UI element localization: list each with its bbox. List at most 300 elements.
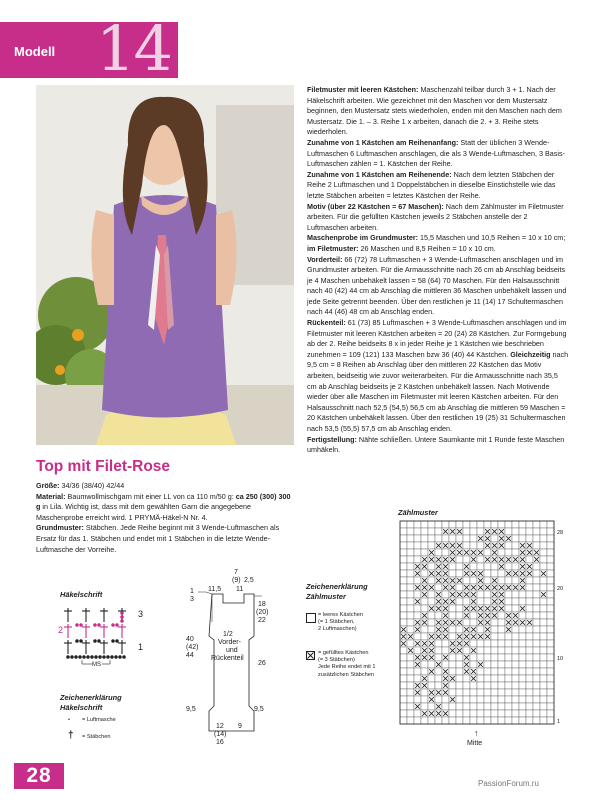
grid-cell xyxy=(519,598,526,605)
grid-cell xyxy=(407,591,414,598)
grid-cell xyxy=(400,619,407,626)
grid-cell xyxy=(505,710,512,717)
grid-cell xyxy=(421,689,428,696)
grid-cell xyxy=(435,717,442,724)
grid-cell xyxy=(442,696,449,703)
grid-cell xyxy=(435,535,442,542)
grid-cell xyxy=(463,689,470,696)
grid-cell xyxy=(435,640,442,647)
grid-cell xyxy=(414,612,421,619)
legend-staebchen xyxy=(68,732,110,741)
grid-cell xyxy=(477,682,484,689)
dagger-icon: † xyxy=(68,730,74,741)
grid-cell xyxy=(421,668,428,675)
grid-cell xyxy=(484,689,491,696)
grid-cell xyxy=(470,542,477,549)
grid-cell xyxy=(477,598,484,605)
row-label-1: 1 xyxy=(138,642,144,652)
grid-cell xyxy=(463,542,470,549)
grid-cell xyxy=(414,717,421,724)
grid-cell xyxy=(400,675,407,682)
grid-cell xyxy=(470,563,477,570)
grid-cell xyxy=(407,521,414,528)
grid-cell xyxy=(400,577,407,584)
left-1: 1 xyxy=(190,588,194,595)
grid-cell xyxy=(400,563,407,570)
grid-cell xyxy=(449,626,456,633)
grid-cell xyxy=(526,696,533,703)
row-label-3: 3 xyxy=(138,609,144,619)
grid-cell xyxy=(477,591,484,598)
grid-cell xyxy=(407,682,414,689)
grid-cell xyxy=(421,549,428,556)
maschenprobe-label-2: im Filetmuster: xyxy=(307,243,359,253)
grid-cell xyxy=(547,577,554,584)
grid-cell xyxy=(400,535,407,542)
legend-empty-1: = leeres Kästchen xyxy=(318,612,363,618)
grid-cell xyxy=(400,598,407,605)
grid-cell xyxy=(428,598,435,605)
grid-cell xyxy=(484,591,491,598)
grid-cell xyxy=(456,654,463,661)
grid-cell xyxy=(491,633,498,640)
grid-cell xyxy=(512,710,519,717)
grid-cell xyxy=(505,696,512,703)
grid-cell xyxy=(498,633,505,640)
grid-cell xyxy=(428,717,435,724)
grid-cell xyxy=(498,647,505,654)
grid-cell xyxy=(456,570,463,577)
grid-cell xyxy=(498,717,505,724)
grid-cell xyxy=(512,703,519,710)
grid-cell xyxy=(421,696,428,703)
rueckenteil-label: Rückenteil: xyxy=(307,318,346,328)
grid-cell xyxy=(407,703,414,710)
grid-cell xyxy=(498,626,505,633)
grid-cell xyxy=(498,612,505,619)
grid-cell xyxy=(540,605,547,612)
grid-cell xyxy=(498,696,505,703)
filet-text: Maschenzahl teilbar durch 3 + 1. Nach der Häkelschrift arbeiten. Wie gezeichnet mit den Maschen vor dem Mustersatz beginnen, den Mustersatz stets wiederholen, enden mit den Maschen nach dem Mustersatz. Die 1. – 3. Reihe 1 x arbeiten, danach die 2. + 3. Reihe stets wiederholen. xyxy=(307,85,562,137)
garment-schematic xyxy=(178,566,278,756)
row-1 xyxy=(64,640,126,658)
grid-row-label: 10 xyxy=(557,656,564,662)
grid-cell xyxy=(540,598,547,605)
grid-cell xyxy=(456,682,463,689)
vorderteil-text: 66 (72) 78 Luftmaschen + 3 Wende-Luftmaschen anschlagen und im Grundmuster arbeiten. Für die Armausschnitte nach 26 cm ab Anschlag beidseits je 4 Maschen unbehäkelt lassen = 58 (64) 70 Maschen. Für den Halsausschnitt nach 40 (42) 44 cm ab Anschlag die mittleren 36 Maschen unbehäkelt lassen und jede Seite getrennt beenden. Über den restlichen je 11 (14) 17 Schultermaschen nach 44 (46) 48 cm ab Anschlag enden. xyxy=(307,254,567,317)
right-18: 18 xyxy=(258,601,266,608)
bottom-95-right: 9,5 xyxy=(254,706,264,713)
grid-cell xyxy=(449,535,456,542)
grid-cell xyxy=(449,633,456,640)
grid-cell xyxy=(533,584,540,591)
grid-cell xyxy=(512,605,519,612)
legend-filled-1: = gefülltes Kästchen xyxy=(318,650,369,656)
grid-cell xyxy=(421,570,428,577)
grid-cell xyxy=(519,612,526,619)
paragraph-zunahme-ende xyxy=(307,170,569,202)
grid-cell xyxy=(540,633,547,640)
grid-cell xyxy=(540,703,547,710)
grid-cell xyxy=(505,689,512,696)
grid-cell xyxy=(400,584,407,591)
grid-cell xyxy=(463,535,470,542)
grid-cell xyxy=(414,605,421,612)
grid-cell xyxy=(512,717,519,724)
haekelschrift-diagram xyxy=(58,600,158,668)
grid-cell xyxy=(519,717,526,724)
grid-cell xyxy=(421,717,428,724)
grid-cell xyxy=(547,612,554,619)
grid-cell xyxy=(526,654,533,661)
grid-cell xyxy=(463,577,470,584)
grid-cell xyxy=(456,675,463,682)
center-1: 1/2 xyxy=(223,631,233,638)
grid-cell xyxy=(547,626,554,633)
grid-cell xyxy=(477,703,484,710)
grid-cell xyxy=(547,647,554,654)
grid-cell xyxy=(540,556,547,563)
grid-cell xyxy=(435,521,442,528)
fertigstellung-label: Fertigstellung: xyxy=(307,434,357,444)
grid-cell xyxy=(526,668,533,675)
grid-cell xyxy=(547,703,554,710)
grid-cell xyxy=(491,626,498,633)
grid-cell xyxy=(491,640,498,647)
grid-cell xyxy=(456,710,463,717)
grid-cell xyxy=(463,703,470,710)
grid-cell xyxy=(526,682,533,689)
grid-cell xyxy=(435,654,442,661)
grid-cell xyxy=(512,563,519,570)
grid-cell xyxy=(477,563,484,570)
grid-cell xyxy=(470,521,477,528)
grid-cell xyxy=(512,640,519,647)
grid-cell xyxy=(505,682,512,689)
grid-cell xyxy=(540,647,547,654)
grid-cell xyxy=(533,521,540,528)
grid-cell xyxy=(449,682,456,689)
grid-cell xyxy=(400,521,407,528)
grid-cell xyxy=(526,577,533,584)
grid-cell xyxy=(477,626,484,633)
grid-cell xyxy=(428,675,435,682)
grid-cell xyxy=(519,675,526,682)
grid-cell xyxy=(407,710,414,717)
grid-cell xyxy=(407,556,414,563)
grid-cell xyxy=(400,682,407,689)
grid-cell xyxy=(491,535,498,542)
grid-cell xyxy=(477,654,484,661)
grid-cell xyxy=(533,710,540,717)
grid-cell xyxy=(484,570,491,577)
rueckenteil-text: 61 (73) 85 Luftmaschen + 3 Wende-Luftmaschen anschlagen und im Filetmuster mit leeren Kästchen arbeiten = 20 (24) 28 Kästchen. Zur Formgebung ab der 2. Reihe beidseits 8 x in jeder Reihe je 1 Kästchen wie beschrieben zunehmen = 109 (121) 133 Maschen bzw 36 (40) 44 Kästchen. xyxy=(307,318,567,359)
grid-cell xyxy=(428,626,435,633)
grid-cell xyxy=(533,612,540,619)
grid-cell xyxy=(477,640,484,647)
grid-cell xyxy=(456,661,463,668)
material-text-2: in Lila. Wichtig ist, dass mit dem gewählten Garn die angegebene Maschenprobe erreicht wird. 1 PRYMÄ-Häkel-N Nr. 4. xyxy=(36,502,251,522)
grid-cell xyxy=(428,577,435,584)
grid-cell xyxy=(533,591,540,598)
grid-cell xyxy=(533,654,540,661)
zaehlmuster-grid xyxy=(398,519,568,749)
grid-cell xyxy=(435,682,442,689)
grid-cell xyxy=(414,675,421,682)
grid-cell xyxy=(477,668,484,675)
grid-cell xyxy=(407,668,414,675)
grid-cell xyxy=(491,654,498,661)
zaehlmuster-title: Zählmuster xyxy=(398,508,438,517)
legend-haekel-title xyxy=(60,693,122,713)
grid-cell xyxy=(400,542,407,549)
grid-cell xyxy=(449,563,456,570)
grid-cell xyxy=(484,668,491,675)
grid-cell xyxy=(484,521,491,528)
grid-cell xyxy=(533,661,540,668)
grid-cell xyxy=(540,577,547,584)
grid-cell xyxy=(442,591,449,598)
grid-cell xyxy=(421,703,428,710)
grid-cell xyxy=(442,549,449,556)
grid-cell xyxy=(407,528,414,535)
pattern-title: Top mit Filet-Rose xyxy=(36,458,171,475)
grid-cell xyxy=(400,647,407,654)
grid-cell xyxy=(477,528,484,535)
grid-cell xyxy=(414,577,421,584)
grid-cell xyxy=(421,542,428,549)
rueckenteil-text-2: nach 9,5 cm = 8 Reihen ab Anschlag über den mittleren 22 Kästchen das Motiv arbeiten, beidseitig wie zuvor weiterarbeiten. Für die Armausschnitte nach 35,5 cm ab Anschlag beidseits je 2 Kästchen unbehäkelt lassen. Nach Motivende wieder über alle Maschen im Filetmuster mit leeren Kästchen arbeiten. Für den Halsausschnitt nach 52,5 (54,5) 56,5 cm ab Anschlag die mittleren 59 Maschen = 20 Kästchen unbehäkelt lassen. Über den restlichen 19 (25) 31 Schultermaschen nach 53,5 (55,5) 57,5 cm ab Anschlag enden. xyxy=(307,349,569,433)
grid-cell xyxy=(407,689,414,696)
grid-cell xyxy=(456,556,463,563)
grid-cell xyxy=(533,626,540,633)
grid-cell xyxy=(540,619,547,626)
grid-cell xyxy=(449,570,456,577)
top-25: 2,5 xyxy=(244,577,254,584)
grid-cell xyxy=(484,717,491,724)
grid-cell xyxy=(484,598,491,605)
grid-cell xyxy=(540,696,547,703)
grid-cell xyxy=(456,612,463,619)
grid-cell xyxy=(400,703,407,710)
grid-cell xyxy=(547,668,554,675)
grid-cell xyxy=(491,619,498,626)
grid-cell xyxy=(519,521,526,528)
watermark: PassionForum.ru xyxy=(478,779,539,788)
grid-cell xyxy=(498,710,505,717)
legend-empty-2: (= 1 Stäbchen, xyxy=(318,619,355,626)
grid-cell xyxy=(428,682,435,689)
grid-cell xyxy=(540,612,547,619)
grid-cell xyxy=(540,584,547,591)
grid-cell xyxy=(547,717,554,724)
grid-cell xyxy=(512,675,519,682)
grid-cell xyxy=(421,633,428,640)
model-number: 14 xyxy=(96,12,171,85)
grid-cell xyxy=(456,535,463,542)
grid-cell xyxy=(533,668,540,675)
grid-cell xyxy=(547,710,554,717)
grid-cell xyxy=(526,703,533,710)
grid-cell xyxy=(526,689,533,696)
grid-cell xyxy=(491,689,498,696)
grid-cell xyxy=(519,703,526,710)
grid-cell xyxy=(505,633,512,640)
grid-cell xyxy=(491,668,498,675)
grid-cell xyxy=(435,612,442,619)
grid-cell xyxy=(533,577,540,584)
grid-cell xyxy=(477,542,484,549)
grid-cell xyxy=(470,528,477,535)
grid-cell xyxy=(540,640,547,647)
bottom-9: 9 xyxy=(238,723,242,730)
grid-cell xyxy=(519,696,526,703)
grid-cell xyxy=(477,710,484,717)
grid-cell xyxy=(512,654,519,661)
grid-cell xyxy=(400,612,407,619)
grid-cell xyxy=(435,668,442,675)
grid-cell xyxy=(407,563,414,570)
grid-cell xyxy=(484,675,491,682)
grid-cell xyxy=(540,689,547,696)
zunahme-ende-text: Nach dem letzten Stäbchen der Reihe 2 Luftmaschen und 1 Doppelstäbchen in dieselbe Einstichstelle wie das letzte Stäbchen arbeiten = letztes Kästchen der Reihe. xyxy=(307,169,556,200)
grid-cell xyxy=(526,640,533,647)
grid-cell xyxy=(505,563,512,570)
grid-cell xyxy=(414,633,421,640)
grid-cell xyxy=(407,549,414,556)
grid-cell xyxy=(407,612,414,619)
grid-cell xyxy=(435,675,442,682)
grid-cell xyxy=(526,598,533,605)
grid-cell xyxy=(512,542,519,549)
grid-cell xyxy=(540,542,547,549)
haekelschrift-title: Häkelschrift xyxy=(60,590,103,599)
grid-cell xyxy=(456,584,463,591)
grid-cell xyxy=(456,521,463,528)
grid-cell xyxy=(533,696,540,703)
grid-cell xyxy=(484,654,491,661)
grid-cell xyxy=(519,661,526,668)
grid-cell xyxy=(428,528,435,535)
grid-cell xyxy=(491,675,498,682)
grid-cell xyxy=(400,556,407,563)
grid-cell xyxy=(533,682,540,689)
size-label: Größe: xyxy=(36,481,60,490)
grid-cell xyxy=(463,521,470,528)
grid-cell xyxy=(505,668,512,675)
grid-cell xyxy=(540,549,547,556)
grid-cell xyxy=(498,682,505,689)
grid-cell xyxy=(547,556,554,563)
grid-cell xyxy=(533,528,540,535)
page-number: 28 xyxy=(14,763,64,789)
material-text: Baumwollmischgarn mit einer LL von ca 110 m/50 g: xyxy=(65,491,236,501)
grid-cell xyxy=(463,682,470,689)
grid-cell xyxy=(540,675,547,682)
grid-cell xyxy=(470,689,477,696)
grid-cell xyxy=(477,689,484,696)
grid-cell xyxy=(505,521,512,528)
top-9: (9) xyxy=(232,577,241,584)
grid-cell xyxy=(512,633,519,640)
grid-cell xyxy=(547,661,554,668)
grid-cell xyxy=(463,717,470,724)
grid-cell xyxy=(540,535,547,542)
grid-cell xyxy=(428,619,435,626)
grid-cell xyxy=(498,703,505,710)
grid-cell xyxy=(547,640,554,647)
grid-cell xyxy=(456,703,463,710)
grid-cell xyxy=(533,605,540,612)
section-label: Modell xyxy=(14,44,56,59)
grid-cell xyxy=(407,717,414,724)
grid-cell xyxy=(505,598,512,605)
grid-cell xyxy=(533,598,540,605)
grid-cell xyxy=(519,535,526,542)
rueckenteil-label-2: Gleichzeitig xyxy=(510,349,551,359)
grid-cell xyxy=(484,640,491,647)
paragraph-motiv xyxy=(307,202,569,234)
grid-cell xyxy=(400,668,407,675)
grid-cell xyxy=(400,661,407,668)
grid-cell xyxy=(491,521,498,528)
grid-cell xyxy=(547,633,554,640)
grid-cell xyxy=(526,717,533,724)
grid-cell xyxy=(498,675,505,682)
grid-cell xyxy=(428,563,435,570)
grid-cell xyxy=(519,626,526,633)
grid-cell xyxy=(428,661,435,668)
grid-cell xyxy=(456,696,463,703)
grid-cell xyxy=(533,535,540,542)
grid-cell xyxy=(547,549,554,556)
grid-cell xyxy=(442,640,449,647)
grid-cell xyxy=(533,542,540,549)
schematic-outline xyxy=(209,594,254,731)
legend-luftmasche-text: = Luftmasche xyxy=(82,717,116,723)
grid-cell xyxy=(470,577,477,584)
grid-cell xyxy=(547,521,554,528)
grid-cell xyxy=(477,556,484,563)
grid-cell xyxy=(421,535,428,542)
model-photo xyxy=(36,85,294,445)
motiv-text: Nach dem Zählmuster im Filetmuster arbeiten. Für die gefüllten Kästchen jeweils 2 Stäbchen anstelle der 2 Luftmaschen arbeiten. xyxy=(307,201,564,232)
grid-cell xyxy=(428,612,435,619)
legend-filled-4: zusätzlichen Stäbchen xyxy=(318,671,374,678)
grid-cell xyxy=(407,696,414,703)
grid-cell xyxy=(449,689,456,696)
grid-cell xyxy=(449,521,456,528)
paragraph-fertigstellung xyxy=(307,435,569,456)
legend-filled-text xyxy=(318,650,376,679)
grid-cell xyxy=(491,696,498,703)
grid-cell xyxy=(512,668,519,675)
grid-cell xyxy=(428,591,435,598)
grid-cell xyxy=(414,668,421,675)
grid-cell xyxy=(512,689,519,696)
grid-cell xyxy=(407,542,414,549)
legend-filled-3: Jede Reihe endet mit 1 xyxy=(318,664,376,671)
mitte-label: Mitte xyxy=(467,740,483,747)
grid-cell xyxy=(463,675,470,682)
grid-cell xyxy=(400,591,407,598)
grid-cell xyxy=(442,703,449,710)
maschenprobe-text-2: 26 Maschen und 8,5 Reihen = 10 x 10 cm. xyxy=(358,243,496,253)
grid-cell xyxy=(547,619,554,626)
grid-cell xyxy=(526,605,533,612)
zunahme-anfang-text: Statt der üblichen 3 Wende-Luftmaschen 6 Luftmaschen anschlagen, die als 3 Wende-Luftmaschen, 3 Basis-Luftmaschen zählen = 1. Kästchen der Reihe. xyxy=(307,137,565,169)
grid-cell xyxy=(484,682,491,689)
